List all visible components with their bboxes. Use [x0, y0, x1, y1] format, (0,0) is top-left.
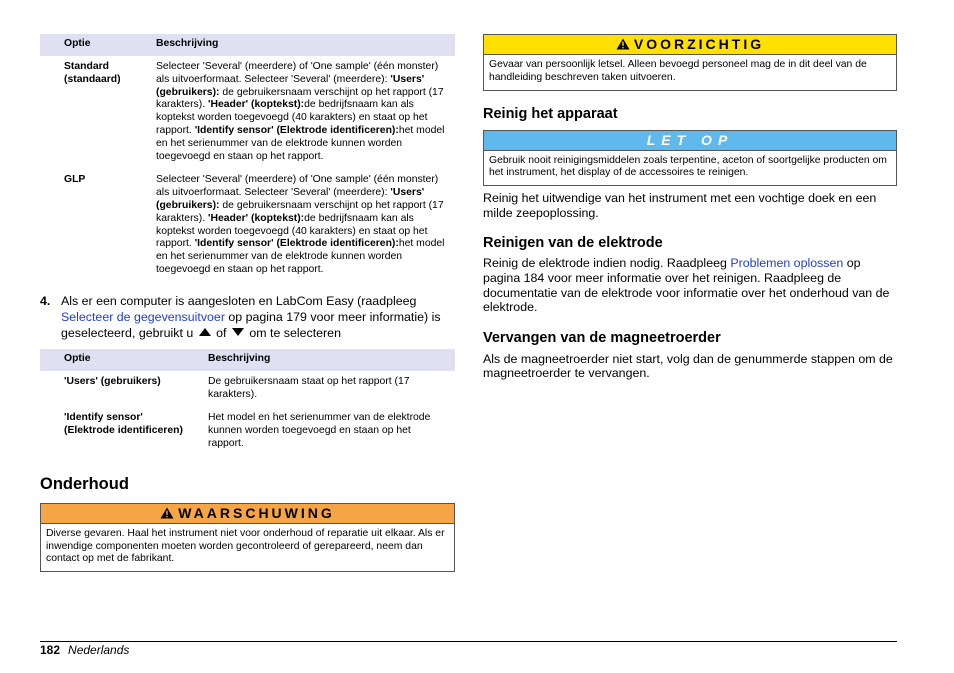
note-text: Gebruik nooit reinigingsmiddelen zoals terpentine, aceton of soortgelijke producten om het instrument, het display of de accessoires te reinigen.	[489, 154, 887, 179]
column-header-option: Optie	[40, 349, 208, 371]
warning-header	[41, 504, 454, 524]
desc-text: de gebruikersnaam verschijnt op het rapport (17 karakters).	[156, 86, 444, 111]
warning-icon	[160, 507, 174, 519]
section-title-clean-electrode: Reinigen van de elektrode	[483, 235, 663, 252]
option-key	[40, 56, 156, 169]
option-key-line: (standaard)	[64, 73, 121, 85]
select-data-output-link[interactable]: Selecteer de gegevensuitvoer	[61, 309, 225, 324]
column-header-description: Beschrijving	[208, 349, 455, 371]
desc-bold: 'Users' (gebruikers):	[156, 187, 425, 211]
option-description	[156, 169, 455, 282]
step-text: op pagina 179 voor meer informatie) is geselecteerd, gebruikt u	[61, 309, 441, 340]
desc-text: de bedrijfsnaam kan als koptekst worden toegevoegd (40 karakters) en staat op het rapport.	[156, 99, 428, 136]
page-footer	[40, 643, 129, 657]
left-column	[40, 34, 455, 572]
option-description	[156, 56, 455, 169]
option-description: Het model en het serienummer van de elektrode kunnen worden toegevoegd en staan op het rapport.	[208, 412, 431, 449]
right-column	[483, 34, 897, 381]
caution-label: VOORZICHTIG	[633, 36, 765, 52]
clean-electrode-text	[483, 256, 897, 314]
section-title-replace-stirrer: Vervangen van de magneetroerder	[483, 329, 721, 346]
option-key-line: 'Identify sensor'	[64, 412, 143, 424]
step-text: of	[212, 325, 230, 340]
option-key	[40, 407, 208, 456]
step-text: om te selecteren	[245, 325, 341, 340]
table-row	[40, 407, 455, 456]
clean-device-text: Reinig het uitwendige van het instrument met een vochtige doek en een milde zeepoplossing.	[483, 191, 877, 220]
caution-box	[483, 34, 897, 91]
note-box	[483, 130, 897, 187]
desc-text: het model en het serienummer van de elektrode kunnen worden toegevoegd en staan op het rapport.	[156, 124, 445, 162]
desc-bold: 'Header' (koptekst):	[207, 212, 305, 224]
note-header: LET OP	[484, 131, 896, 151]
caution-header	[484, 35, 896, 55]
step-text: Als er een computer is aangesloten en LabCom Easy (raadpleeg	[61, 293, 417, 308]
desc-text: de gebruikersnaam verschijnt op het rapport (17 karakters).	[156, 199, 444, 224]
output-format-table	[40, 34, 455, 283]
troubleshooting-link[interactable]: Problemen oplossen	[730, 256, 844, 271]
warning-text: Diverse gevaren. Haal het instrument niet voor onderhoud of reparatie uit elkaar. Als er inwendige componenten moeten worden gecontroleerd of gerepareerd, neem dan contact op met de fabrikant.	[46, 527, 445, 565]
table-header-row	[40, 349, 455, 371]
caution-text: Gevaar van persoonlijk letsel. Alleen bevoegd personeel mag de in dit deel van de handleiding beschreven taken uitvoeren.	[489, 59, 867, 83]
step-4	[40, 293, 455, 341]
page-number: 182	[40, 643, 61, 657]
option-key: GLP	[64, 174, 86, 186]
table-row	[40, 371, 455, 408]
footer-language: Nederlands	[68, 643, 130, 657]
body-text: Reinig de elektrode indien nodig. Raadpleeg	[483, 256, 731, 271]
column-header-description: Beschrijving	[156, 34, 455, 56]
option-key-line: (Elektrode identificeren)	[64, 425, 183, 437]
body-text: op pagina 184 voor meer informatie over het reinigen. Raadpleeg de documentatie van de elektrode voor informatie over het onderhoud van de elektrode.	[483, 256, 890, 315]
option-key: 'Users' (gebruikers)	[64, 375, 161, 387]
option-description: De gebruikersnaam staat op het rapport (17 karakters).	[208, 375, 410, 400]
step-number: 4.	[40, 293, 51, 308]
footer-divider	[40, 641, 897, 642]
desc-text: Selecteer 'Several' (meerdere) of 'One sample' (één monster) als uitvoerformaat. Selecteer 'Several' (meerdere):	[156, 174, 439, 199]
desc-bold: 'Identify sensor' (Elektrode identificeren):	[194, 238, 399, 250]
desc-text: de bedrijfsnaam kan als koptekst worden toegevoegd (40 karakters) en staat op het rapport.	[156, 212, 428, 250]
option-key-line: Standard	[64, 61, 110, 72]
section-title-onderhoud: Onderhoud	[40, 474, 129, 493]
down-arrow-icon	[232, 328, 244, 336]
column-header-option: Optie	[40, 34, 156, 56]
desc-bold: 'Header' (koptekst):	[207, 99, 305, 111]
up-arrow-icon	[199, 328, 211, 336]
warning-icon	[616, 38, 630, 50]
section-title-clean-device: Reinig het apparaat	[483, 105, 618, 122]
table-header-row	[40, 34, 455, 56]
table-row	[40, 56, 455, 169]
table-row	[40, 169, 455, 282]
desc-bold: 'Users' (gebruikers):	[156, 73, 425, 98]
computer-options-table	[40, 349, 455, 457]
desc-bold: 'Identify sensor' (Elektrode identificeren):	[194, 124, 399, 136]
desc-text: Selecteer 'Several' (meerdere) of 'One sample' (één monster) als uitvoerformaat. Selecteer 'Several' (meerdere):	[156, 61, 439, 85]
replace-stirrer-text: Als de magneetroerder niet start, volg dan de genummerde stappen om de magneetroerder te vervangen.	[483, 351, 893, 381]
desc-text: het model en het serienummer van de elektrode kunnen worden toegevoegd en staan op het rapport.	[156, 238, 445, 275]
warning-box	[40, 503, 455, 572]
warning-label: WAARSCHUWING	[178, 504, 335, 521]
